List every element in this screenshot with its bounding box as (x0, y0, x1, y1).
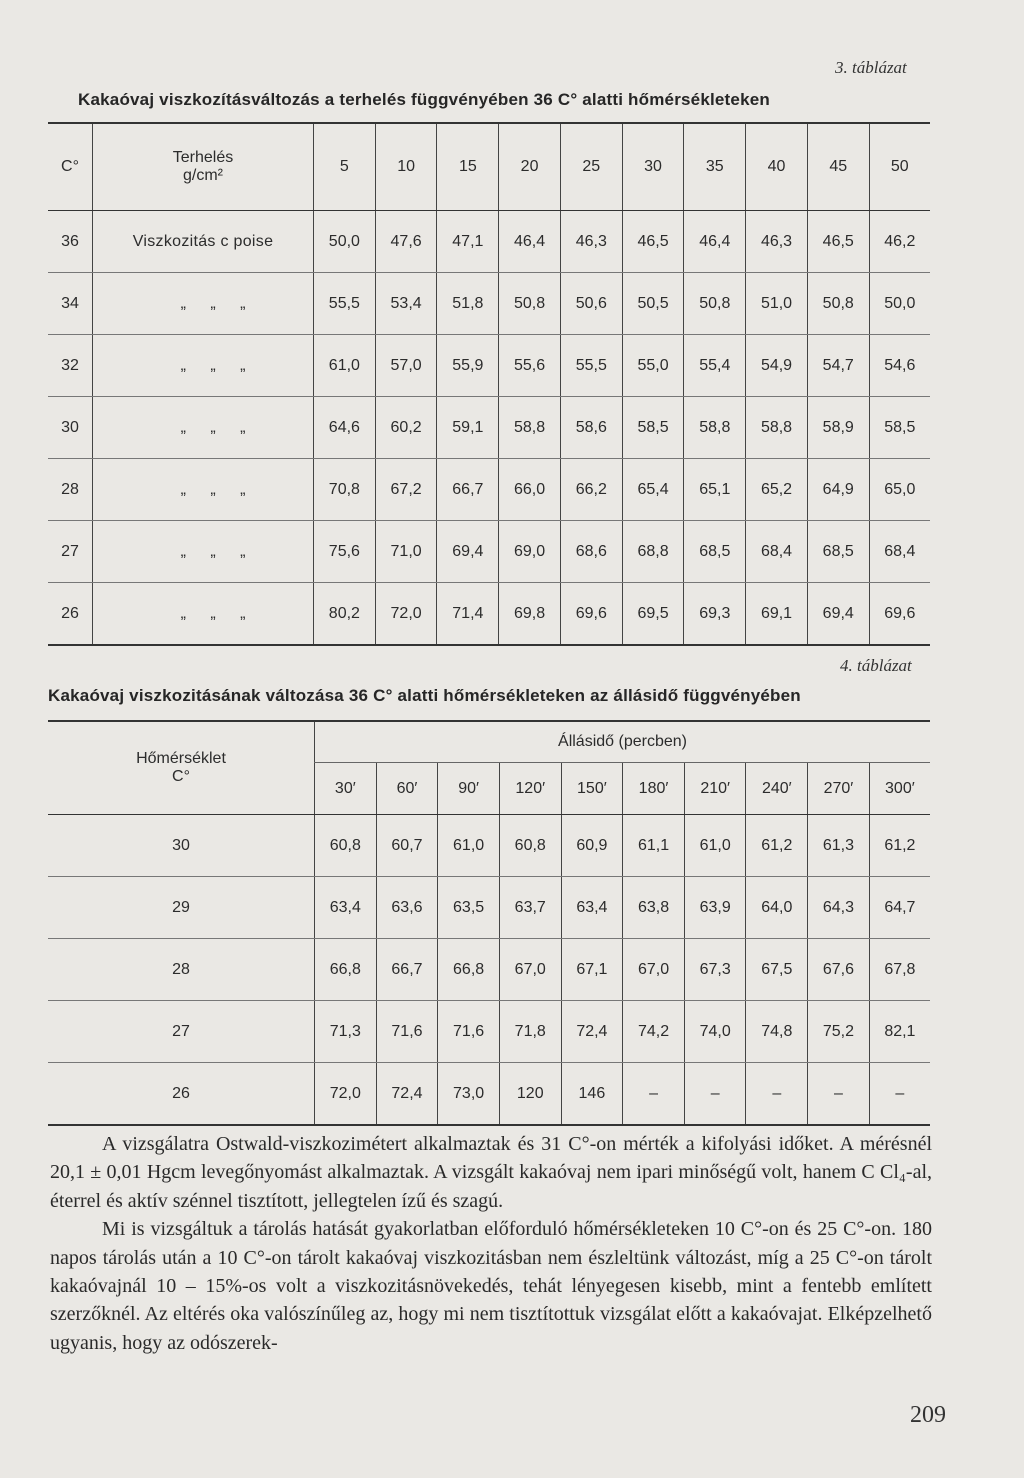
table4-header-time: 210′ (684, 763, 746, 815)
table3-row (48, 211, 930, 273)
table4-value-cell: 72,0 (315, 1063, 377, 1126)
table4-value-cell: 63,7 (499, 877, 561, 939)
table4-header-time-group: Állásidő (percben) (315, 721, 931, 763)
table3-value-cell: 46,4 (499, 211, 561, 273)
table3-value-cell: 68,4 (746, 521, 808, 583)
table4-value-cell: 74,0 (684, 1001, 746, 1063)
table3-value-cell: 65,4 (622, 459, 684, 521)
table3-value-cell: 46,5 (622, 211, 684, 273)
table3-temp-cell: 32 (48, 335, 93, 397)
table3-value-cell: 68,5 (807, 521, 869, 583)
table3-value-cell: 64,6 (314, 397, 376, 459)
table3-row (48, 459, 930, 521)
table3-header-load-value: 5 (314, 123, 376, 211)
table4-temp-cell: 29 (48, 877, 315, 939)
table4-header-temp (48, 721, 315, 815)
table3-temp-cell: 36 (48, 211, 93, 273)
table3-value-cell: 50,0 (869, 273, 930, 335)
table4-value-cell: 72,4 (376, 1063, 438, 1126)
table4-value-cell: 60,7 (376, 815, 438, 877)
table3-value-cell: 68,5 (684, 521, 746, 583)
table3-header-load-value: 10 (375, 123, 437, 211)
table3-value-cell: 57,0 (375, 335, 437, 397)
table3-value-cell: 54,9 (746, 335, 808, 397)
table3-value-cell: 65,1 (684, 459, 746, 521)
table3-label-cell: „ „ „ (93, 583, 314, 646)
table4-value-cell: 60,8 (315, 815, 377, 877)
table4-header-temp-line2: C° (172, 768, 190, 785)
table3-value-cell: 46,5 (807, 211, 869, 273)
table4-value-cell: 61,0 (438, 815, 500, 877)
table3-value-cell: 69,3 (684, 583, 746, 646)
table4-header-time: 150′ (561, 763, 623, 815)
table4-temp-cell: 27 (48, 1001, 315, 1063)
table3-value-cell: 55,6 (499, 335, 561, 397)
table3-row (48, 273, 930, 335)
table3-header-temp: C° (48, 123, 93, 211)
table3-value-cell: 50,5 (622, 273, 684, 335)
table4-value-cell: 75,2 (808, 1001, 870, 1063)
table4-value-cell: 63,6 (376, 877, 438, 939)
table3-temp-cell: 27 (48, 521, 93, 583)
table3-value-cell: 75,6 (314, 521, 376, 583)
table3-label-cell: „ „ „ (93, 459, 314, 521)
table3-value-cell: 55,5 (560, 335, 622, 397)
table4-row (48, 939, 930, 1001)
table3-value-cell: 55,9 (437, 335, 499, 397)
table4-value-cell: 61,0 (684, 815, 746, 877)
table4-value-cell: 66,8 (315, 939, 377, 1001)
table4-value-cell: 60,9 (561, 815, 623, 877)
table3-value-cell: 80,2 (314, 583, 376, 646)
table3-label-cell: „ „ „ (93, 335, 314, 397)
table4-header-time: 240′ (746, 763, 808, 815)
table3-value-cell: 58,5 (869, 397, 930, 459)
table3-value-cell: 72,0 (375, 583, 437, 646)
table3-header-load-value: 45 (807, 123, 869, 211)
table4-value-cell: 71,8 (499, 1001, 561, 1063)
table3-value-cell: 60,2 (375, 397, 437, 459)
table3-value-cell: 51,0 (746, 273, 808, 335)
table4-value-cell: 61,2 (869, 815, 930, 877)
table3-value-cell: 51,8 (437, 273, 499, 335)
table3-value-cell: 54,7 (807, 335, 869, 397)
table3-value-cell: 69,5 (622, 583, 684, 646)
table3-header-load-value: 35 (684, 123, 746, 211)
table4-value-cell: 61,3 (808, 815, 870, 877)
table4-value-cell: 64,0 (746, 877, 808, 939)
table4-value-cell: – (746, 1063, 808, 1126)
table4-value-cell: 72,4 (561, 1001, 623, 1063)
table3-value-cell: 70,8 (314, 459, 376, 521)
table3-header-load-value: 25 (560, 123, 622, 211)
table3-value-cell: 58,8 (746, 397, 808, 459)
table3-value-cell: 69,6 (560, 583, 622, 646)
table3-value-cell: 50,0 (314, 211, 376, 273)
table4-value-cell: 67,3 (684, 939, 746, 1001)
table3-value-cell: 46,2 (869, 211, 930, 273)
table3-title: Kakaóvaj viszkozításváltozás a terhelés függvényében 36 C° alatti hőmérsékleteken (78, 90, 770, 109)
table3-row (48, 397, 930, 459)
table4-value-cell: 71,6 (376, 1001, 438, 1063)
table3-label-cell: „ „ „ (93, 273, 314, 335)
table3-value-cell: 65,0 (869, 459, 930, 521)
table3-value-cell: 55,4 (684, 335, 746, 397)
table4-value-cell: 146 (561, 1063, 623, 1126)
table3-value-cell: 50,8 (807, 273, 869, 335)
table4-header-time: 30′ (315, 763, 377, 815)
table4-value-cell: 66,8 (438, 939, 500, 1001)
table3-value-cell: 50,6 (560, 273, 622, 335)
table3-temp-cell: 26 (61, 604, 79, 622)
table4-header-time: 120′ (499, 763, 561, 815)
table3-value-cell: 46,4 (684, 211, 746, 273)
paragraph-1: A vizsgálatra Ostwald-viszkozimétert alkalmaztak és 31 C°-on mérték a kifolyási időket. A mérésnél 20,1 ± 0,01 Hgcm levegőnyomást alkalmaztak. A vizsgált kakaóvaj nem ipari minőségű volt, hanem C Cl₄-al, éterrel és aktív szénnel tisztított, jellegtelen ízű és szagú. (50, 1133, 932, 1212)
table3 (48, 122, 930, 646)
table4-value-cell: 63,8 (623, 877, 685, 939)
table3-header-load-value: 50 (869, 123, 930, 211)
table4-value-cell: 64,3 (808, 877, 870, 939)
table4-header-time: 270′ (808, 763, 870, 815)
table3-value-cell: 58,8 (499, 397, 561, 459)
table3-value-cell: 55,5 (314, 273, 376, 335)
table4-value-cell: 120 (499, 1063, 561, 1126)
table4-value-cell: 82,1 (869, 1001, 930, 1063)
table4-value-cell: 67,6 (808, 939, 870, 1001)
table4 (48, 720, 930, 1126)
table3-label-cell: „ „ „ (93, 521, 314, 583)
table4-value-cell: 63,4 (561, 877, 623, 939)
table4-value-cell: 61,1 (623, 815, 685, 877)
table4-value-cell: 60,8 (499, 815, 561, 877)
table4-value-cell: 66,7 (376, 939, 438, 1001)
table3-value-cell: 69,4 (437, 521, 499, 583)
table4-value-cell: 63,9 (684, 877, 746, 939)
table4-value-cell: 74,8 (746, 1001, 808, 1063)
table3-header-load-value: 30 (622, 123, 684, 211)
table4-value-cell: 67,8 (869, 939, 930, 1001)
table4-body (48, 815, 930, 1126)
table3-temp-cell: 30 (48, 397, 93, 459)
table3-value-cell: 66,0 (499, 459, 561, 521)
table3-header-row (48, 123, 930, 211)
table4-value-cell: 74,2 (623, 1001, 685, 1063)
table3-temp-cell: 28 (48, 459, 93, 521)
table3-value-cell: 53,4 (375, 273, 437, 335)
table3-value-cell: 66,2 (560, 459, 622, 521)
table3-value-cell: 69,4 (807, 583, 869, 646)
table3-value-cell: 59,1 (437, 397, 499, 459)
table3-header-load-value: 15 (437, 123, 499, 211)
table3-value-cell: 64,9 (807, 459, 869, 521)
body-text (50, 1130, 932, 1357)
table3-value-cell: 50,8 (684, 273, 746, 335)
table3-row (48, 583, 930, 646)
table3-value-cell: 61,0 (314, 335, 376, 397)
table4-value-cell: 71,6 (438, 1001, 500, 1063)
table4-value-cell: 64,7 (869, 877, 930, 939)
table4-temp-cell: 30 (48, 815, 315, 877)
paragraph-2: Mi is vizsgáltuk a tárolás hatását gyakorlatban előforduló hőmérsékleteken 10 C°-on és 25 C°-on. 180 napos tárolás után a 10 C°-on tárolt kakaóvaj viszkozitásban nem észleltünk változást, míg a 25 C°-on tárolt kakaóvajnál 10 – 15%-os volt a viszkozitásnövekedés, tehát lényegesen kisebb, mint a fentebb említett szerzőknél. Az eltérés oka valószínűleg az, hogy mi nem tisztítottuk vizsgálat előtt a kakaóvajat. Elképzelhető ugyanis, hogy az odószerek- (50, 1218, 932, 1354)
table3-header-load-line1: Terhelés (172, 149, 234, 166)
table4-header-time: 60′ (376, 763, 438, 815)
table4-temp-cell: 28 (48, 939, 315, 1001)
table4-header-row-top (48, 721, 930, 763)
table4-row (48, 1063, 930, 1126)
table3-value-cell: 55,0 (622, 335, 684, 397)
table4-value-cell: 73,0 (438, 1063, 500, 1126)
table4-header-time: 300′ (869, 763, 930, 815)
table4-value-cell: 67,0 (499, 939, 561, 1001)
table3-header-load-value: 20 (499, 123, 561, 211)
table3-header-load-line2: g/cm² (183, 167, 223, 184)
table3-row (48, 335, 930, 397)
table4-row (48, 877, 930, 939)
table3-value-cell: 58,6 (560, 397, 622, 459)
table3-value-cell: 58,5 (622, 397, 684, 459)
table3-value-cell: 47,1 (437, 211, 499, 273)
table3-value-cell: 71,0 (375, 521, 437, 583)
table3-value-cell: 68,6 (560, 521, 622, 583)
table4-temp-cell: 26 (172, 1084, 190, 1102)
table4-row (48, 815, 930, 877)
table4-value-cell: 63,4 (315, 877, 377, 939)
table3-value-cell: 54,6 (869, 335, 930, 397)
table4-value-cell: 67,1 (561, 939, 623, 1001)
table3-value-cell: 67,2 (375, 459, 437, 521)
table4-row (48, 1001, 930, 1063)
table4-value-cell: 61,2 (746, 815, 808, 877)
table3-value-cell: 69,6 (869, 583, 930, 646)
table3-value-cell: 46,3 (560, 211, 622, 273)
table4-value-cell: – (684, 1063, 746, 1126)
table3-header-load (93, 123, 314, 211)
table3-value-cell: 58,8 (684, 397, 746, 459)
table3-label-cell: „ „ „ (93, 397, 314, 459)
table3-value-cell: 58,9 (807, 397, 869, 459)
table3-value-cell: 65,2 (746, 459, 808, 521)
table4-value-cell: 67,0 (623, 939, 685, 1001)
table3-value-cell: 46,3 (746, 211, 808, 273)
table4-value-cell: – (869, 1063, 930, 1126)
table3-value-cell: 68,4 (869, 521, 930, 583)
table4-title: Kakaóvaj viszkozitásának változása 36 C° alatti hőmérsékleteken az állásidő függvényében (48, 686, 801, 705)
table3-value-cell: 68,8 (622, 521, 684, 583)
table3-value-cell: 69,1 (746, 583, 808, 646)
table3-row (48, 521, 930, 583)
table3-header-load-value: 40 (746, 123, 808, 211)
table3-label-cell: Viszkozitás c poise (93, 211, 314, 273)
table3-value-cell: 66,7 (437, 459, 499, 521)
table4-value-cell: – (623, 1063, 685, 1126)
table4-header-temp-line1: Hőmérséklet (136, 750, 226, 767)
table4-value-cell: 71,3 (315, 1001, 377, 1063)
table4-header-time: 90′ (438, 763, 500, 815)
table3-value-cell: 71,4 (437, 583, 499, 646)
table3-temp-cell: 34 (48, 273, 93, 335)
page-number: 209 (910, 1402, 946, 1428)
table3-value-cell: 69,8 (499, 583, 561, 646)
table4-value-cell: – (808, 1063, 870, 1126)
table3-value-cell: 47,6 (375, 211, 437, 273)
table3-label: 3. táblázat (835, 58, 907, 77)
table3-body (48, 211, 930, 646)
table4-value-cell: 63,5 (438, 877, 500, 939)
table3-value-cell: 69,0 (499, 521, 561, 583)
table4-header-time: 180′ (623, 763, 685, 815)
table3-value-cell: 50,8 (499, 273, 561, 335)
table4-label: 4. táblázat (840, 656, 912, 675)
table4-value-cell: 67,5 (746, 939, 808, 1001)
